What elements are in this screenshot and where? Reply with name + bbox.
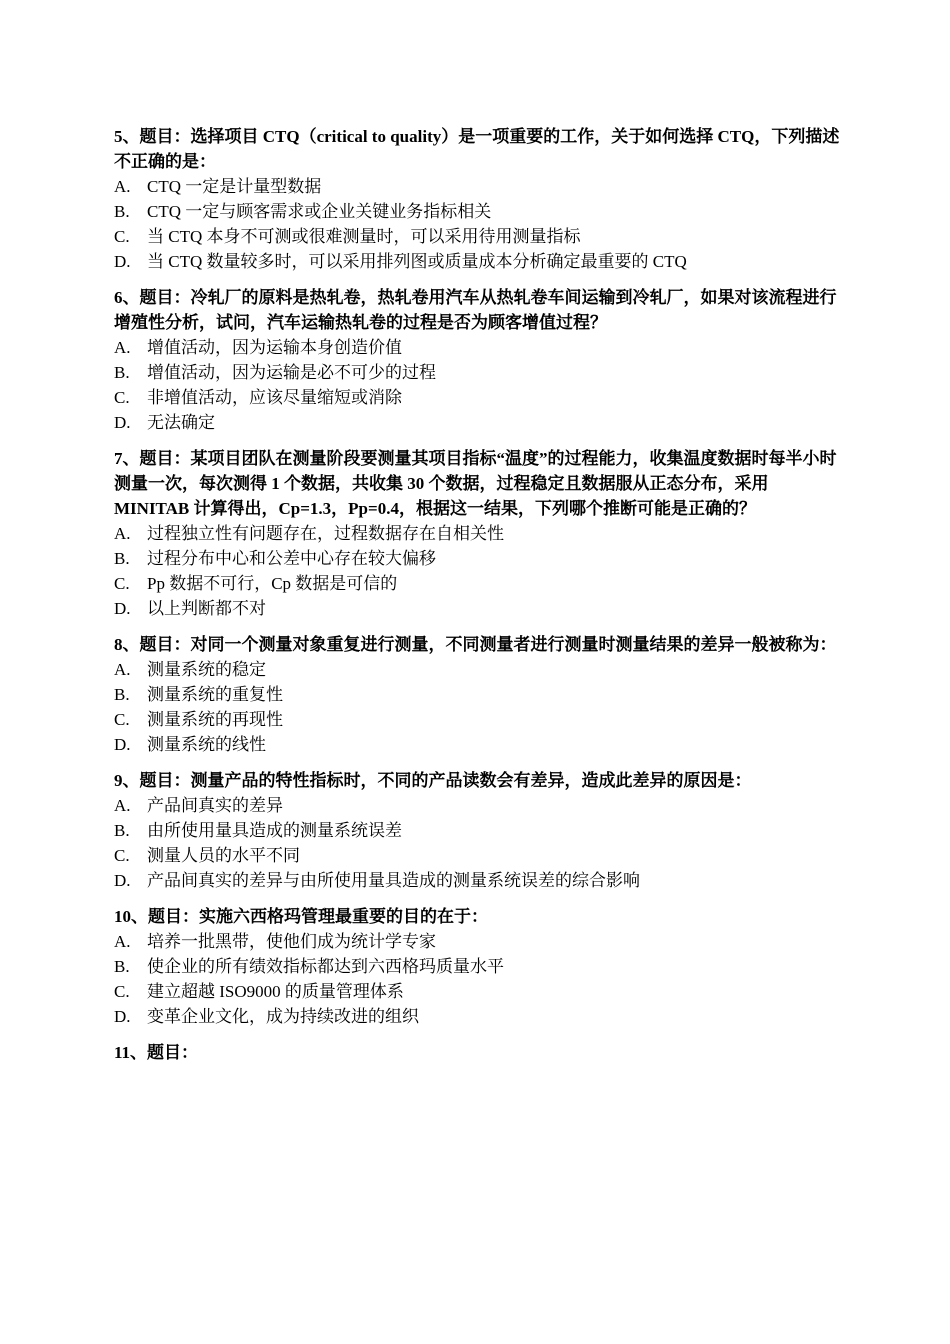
question-10: [114, 904, 844, 1029]
question-7: [114, 446, 844, 621]
option-text: 增值活动，因为运输本身创造价值: [147, 338, 402, 357]
option-text: 产品间真实的差异与由所使用量具造成的测量系统误差的综合影响: [147, 871, 640, 890]
option-a: [114, 521, 844, 546]
option-text: Pp 数据不可行，Cp 数据是可信的: [147, 574, 398, 593]
option-text: CTQ 一定是计量型数据: [147, 177, 322, 196]
option-letter: C.: [114, 982, 130, 1001]
option-letter: A.: [114, 932, 131, 951]
option-text: 测量系统的再现性: [147, 710, 283, 729]
option-c: [114, 385, 844, 410]
question-9: [114, 768, 844, 893]
option-letter: C.: [114, 574, 130, 593]
option-c: [114, 843, 844, 868]
option-letter: D.: [114, 252, 131, 271]
option-b: [114, 546, 844, 571]
option-letter: A.: [114, 177, 131, 196]
option-text: 测量系统的线性: [147, 735, 266, 754]
option-b: [114, 199, 844, 224]
option-letter: D.: [114, 599, 131, 618]
option-letter: D.: [114, 1007, 131, 1026]
option-letter: D.: [114, 871, 131, 890]
option-b: [114, 954, 844, 979]
question-6: [114, 285, 844, 435]
option-letter: A.: [114, 524, 131, 543]
option-letter: C.: [114, 388, 130, 407]
option-text: 使企业的所有绩效指标都达到六西格玛质量水平: [147, 957, 504, 976]
option-d: [114, 868, 844, 893]
option-c: [114, 979, 844, 1004]
option-text: 培养一批黑带，使他们成为统计学专家: [147, 932, 436, 951]
question-8: [114, 632, 844, 757]
option-a: [114, 793, 844, 818]
question-title: 7、题目：某项目团队在测量阶段要测量其项目指标“温度”的过程能力，收集温度数据时每半小时测量一次，每次测得 1 个数据，共收集 30 个数据，过程稳定且数据服从正态分布，采用 MINITAB 计算得出，Cp=1.3，Pp=0.4，根据这一结果，下列哪个推断可能是正确的？: [114, 449, 837, 518]
option-letter: B.: [114, 202, 130, 221]
option-d: [114, 596, 844, 621]
option-c: [114, 224, 844, 249]
option-b: [114, 360, 844, 385]
document-page: [114, 124, 844, 1076]
option-letter: B.: [114, 549, 130, 568]
option-text: 由所使用量具造成的测量系统误差: [147, 821, 402, 840]
option-a: [114, 174, 844, 199]
option-text: 非增值活动，应该尽量缩短或消除: [147, 388, 402, 407]
option-letter: D.: [114, 413, 131, 432]
option-text: 当 CTQ 本身不可测或很难测量时，可以采用待用测量指标: [147, 227, 581, 246]
question-title: 11、题目：: [114, 1043, 199, 1062]
option-letter: A.: [114, 338, 131, 357]
question-11: [114, 1040, 844, 1065]
option-text: 当 CTQ 数量较多时，可以采用排列图或质量成本分析确定最重要的 CTQ: [147, 252, 687, 271]
option-text: 以上判断都不对: [147, 599, 266, 618]
option-letter: A.: [114, 660, 131, 679]
option-text: 无法确定: [147, 413, 215, 432]
option-letter: B.: [114, 821, 130, 840]
option-a: [114, 657, 844, 682]
option-d: [114, 249, 844, 274]
option-text: 建立超越 ISO9000 的质量管理体系: [147, 982, 404, 1001]
option-letter: C.: [114, 710, 130, 729]
option-text: 产品间真实的差异: [147, 796, 283, 815]
option-text: 测量系统的稳定: [147, 660, 266, 679]
option-a: [114, 929, 844, 954]
option-text: CTQ 一定与顾客需求或企业关键业务指标相关: [147, 202, 492, 221]
question-title: 5、题目：选择项目 CTQ（critical to quality）是一项重要的工作，关于如何选择 CTQ，下列描述不正确的是：: [114, 127, 840, 171]
option-letter: B.: [114, 685, 130, 704]
option-text: 变革企业文化，成为持续改进的组织: [147, 1007, 419, 1026]
option-c: [114, 571, 844, 596]
option-b: [114, 818, 844, 843]
question-5: [114, 124, 844, 274]
question-title: 6、题目：冷轧厂的原料是热轧卷，热轧卷用汽车从热轧卷车间运输到冷轧厂，如果对该流程进行增殖性分析，试问，汽车运输热轧卷的过程是否为顾客增值过程？: [114, 288, 837, 332]
option-letter: C.: [114, 846, 130, 865]
option-a: [114, 335, 844, 360]
option-text: 过程分布中心和公差中心存在较大偏移: [147, 549, 436, 568]
option-b: [114, 682, 844, 707]
option-letter: B.: [114, 363, 130, 382]
option-text: 测量系统的重复性: [147, 685, 283, 704]
option-letter: A.: [114, 796, 131, 815]
option-d: [114, 1004, 844, 1029]
option-text: 增值活动，因为运输是必不可少的过程: [147, 363, 436, 382]
option-d: [114, 732, 844, 757]
option-d: [114, 410, 844, 435]
option-c: [114, 707, 844, 732]
option-text: 测量人员的水平不同: [147, 846, 300, 865]
option-letter: D.: [114, 735, 131, 754]
question-title: 8、题目：对同一个测量对象重复进行测量，不同测量者进行测量时测量结果的差异一般被称为：: [114, 635, 837, 654]
question-title: 10、题目：实施六西格玛管理最重要的目的在于：: [114, 907, 488, 926]
question-title: 9、题目：测量产品的特性指标时，不同的产品读数会有差异，造成此差异的原因是：: [114, 771, 752, 790]
option-letter: C.: [114, 227, 130, 246]
option-letter: B.: [114, 957, 130, 976]
option-text: 过程独立性有问题存在，过程数据存在自相关性: [147, 524, 504, 543]
